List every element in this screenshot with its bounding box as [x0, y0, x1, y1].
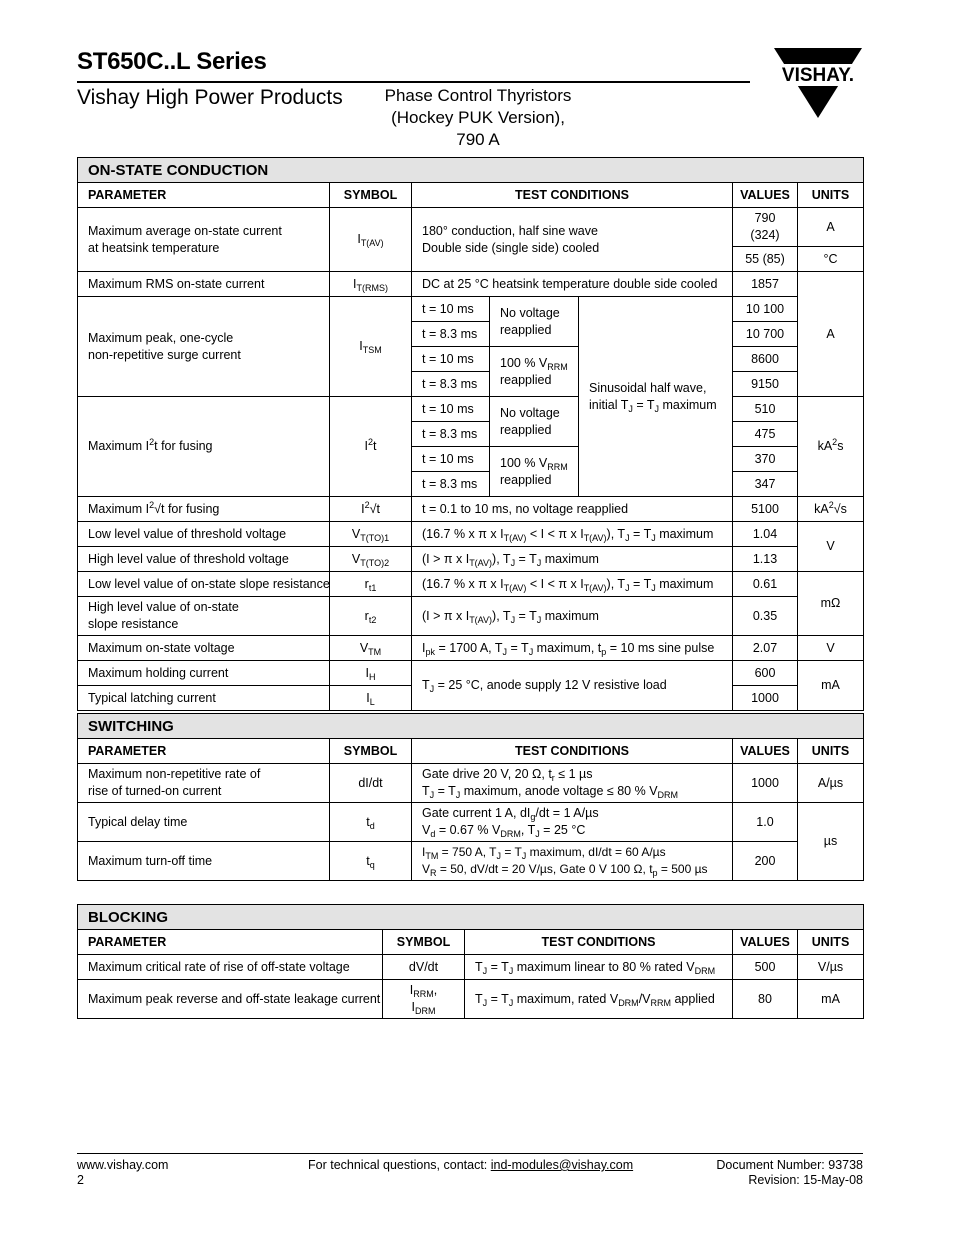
product-line-1: Phase Control Thyristors — [384, 86, 572, 105]
symbol-i2t: $I^2t$ — [330, 397, 412, 497]
table-row — [78, 297, 864, 322]
cond-vto2: (I > π x $I_{T(AV)}$), $T_J = T_J$ maximum — [412, 547, 733, 572]
table-row — [78, 764, 864, 803]
product-line-3: 790 A — [456, 130, 500, 149]
cond-ih-il: $T_J = 25$ °C, anode supply 12 V resistive load — [412, 661, 733, 711]
table-row — [78, 497, 864, 522]
section-title: SWITCHING — [78, 714, 864, 739]
footer-contact — [308, 1158, 633, 1173]
value-leakage: 80 — [733, 980, 798, 1019]
unit-dvdt: V/µs — [798, 955, 864, 980]
contact-email-link[interactable]: ind-modules@vishay.com — [490, 1158, 634, 1172]
i2t-value-4: 347 — [733, 472, 798, 497]
value-tq: 200 — [733, 842, 798, 881]
i2t-time-4: t = 8.3 ms — [412, 472, 490, 497]
param-rt1: Low level value of on-state slope resistance — [78, 572, 330, 597]
symbol-vtm: $V_{TM}$ — [330, 636, 412, 661]
value-dvdt: 500 — [733, 955, 798, 980]
unit-vto: V — [798, 522, 864, 572]
cond-it-av: 180° conduction, half sine wave Double side (single side) cooled — [412, 208, 733, 272]
cond-i2sqrt: t = 0.1 to 10 ms, no voltage reapplied — [412, 497, 733, 522]
revision: Revision: 15-May-08 — [748, 1173, 863, 1187]
unit-ih-il: mA — [798, 661, 864, 711]
param-vto1: Low level value of threshold voltage — [78, 522, 330, 547]
header-symbol: SYMBOL — [330, 183, 412, 208]
unit-itsm: A — [798, 272, 864, 397]
on-state-conduction-table — [77, 157, 864, 711]
blocking-table — [77, 904, 864, 1019]
param-vtm: Maximum on-state voltage — [78, 636, 330, 661]
symbol-i2sqrt: $I^2√t$ — [330, 497, 412, 522]
page-number: 2 — [77, 1173, 84, 1187]
symbol-it-av: $I_{T(AV)}$ — [330, 208, 412, 272]
product-line-2: (Hockey PUK Version), — [391, 108, 565, 127]
document-number: Document Number: 93738 — [716, 1158, 863, 1172]
itsm-time-3: t = 10 ms — [412, 347, 490, 372]
param-il: Typical latching current — [78, 686, 330, 711]
value-ih: 600 — [733, 661, 798, 686]
table-row — [78, 661, 864, 686]
itsm-value-3: 8600 — [733, 347, 798, 372]
symbol-ih: $I_H$ — [330, 661, 412, 686]
document-subtitle: Vishay High Power Products — [77, 86, 343, 109]
param-i2sqrt: Maximum $I^2√t$ for fusing — [78, 497, 330, 522]
unit-td-tq: µs — [798, 803, 864, 881]
value-vtm: 2.07 — [733, 636, 798, 661]
table-row — [78, 955, 864, 980]
itsm-value-1: 10 100 — [733, 297, 798, 322]
footer-website[interactable]: www.vishay.com — [77, 1158, 169, 1172]
param-leakage: Maximum peak reverse and off-state leakage current — [78, 980, 383, 1019]
cond-rt1: (16.7 % x π x $I_{T(AV)} < I < \pi$ x $I_{T(AV)}$), $T_J = T_J$ maximum — [412, 572, 733, 597]
symbol-leakage: $I_{RRM}$, $I_{DRM}$ — [383, 980, 465, 1019]
param-tq: Maximum turn-off time — [78, 842, 330, 881]
header-values: VALUES — [733, 183, 798, 208]
param-rt2: High level value of on-state slope resistance — [78, 597, 330, 636]
unit-vtm: V — [798, 636, 864, 661]
value-td: 1.0 — [733, 803, 798, 842]
cond-tq: $I_{TM} = 750$ A, $T_J = T_J$ maximum, dI/dt = 60 A/µs $V_R = 50$, dV/dt = 20 V/µs, Gate 0 V 100 Ω, $t_p = 500$ µs — [412, 842, 733, 881]
unit-leakage: mA — [798, 980, 864, 1019]
unit-i2sqrt: $kA^2√s$ — [798, 497, 864, 522]
symbol-tq: $t_q$ — [330, 842, 412, 881]
header-test-conditions: TEST CONDITIONS — [412, 183, 733, 208]
i2t-time-1: t = 10 ms — [412, 397, 490, 422]
symbol-rt2: $r_{t2}$ — [330, 597, 412, 636]
unit-i2t: $kA^2s$ — [798, 397, 864, 497]
header-units: UNITS — [798, 930, 864, 955]
header-values: VALUES — [733, 739, 798, 764]
i2t-percent-voltage: 100 % $V_{RRM}$ reapplied — [490, 447, 579, 497]
symbol-vto2: $V_{T(TO)2}$ — [330, 547, 412, 572]
unit-rt: mΩ — [798, 572, 864, 636]
header-units: UNITS — [798, 183, 864, 208]
value-i2sqrt: 5100 — [733, 497, 798, 522]
symbol-it-rms: $I_{T(RMS)}$ — [330, 272, 412, 297]
table-row — [78, 547, 864, 572]
table-row — [78, 572, 864, 597]
symbol-itsm: $I_{TSM}$ — [330, 297, 412, 397]
cond-it-rms: DC at 25 °C heatsink temperature double side cooled — [412, 272, 733, 297]
param-dvdt: Maximum critical rate of rise of off-state voltage — [78, 955, 383, 980]
sinusoidal-condition: Sinusoidal half wave, initial $T_J = T_J$ maximum — [579, 297, 733, 497]
itsm-value-2: 10 700 — [733, 322, 798, 347]
value-vto2: 1.13 — [733, 547, 798, 572]
header-test-conditions: TEST CONDITIONS — [412, 739, 733, 764]
param-didt: Maximum non-repetitive rate of rise of turned-on current — [78, 764, 330, 803]
i2t-value-3: 370 — [733, 447, 798, 472]
section-title: ON-STATE CONDUCTION — [78, 158, 864, 183]
table-row — [78, 980, 864, 1019]
logo-text: VISHAY. — [781, 65, 855, 86]
footer-rule — [77, 1153, 863, 1154]
itsm-time-4: t = 8.3 ms — [412, 372, 490, 397]
symbol-dvdt: dV/dt — [383, 955, 465, 980]
cond-leakage: $T_J = T_J$ maximum, rated $V_{DRM}/V_{RRM}$ applied — [465, 980, 733, 1019]
header-test-conditions: TEST CONDITIONS — [465, 930, 733, 955]
table-row — [78, 803, 864, 842]
table-row — [78, 522, 864, 547]
value-heatsink-temp: 55 (85) — [733, 247, 798, 272]
header-values: VALUES — [733, 930, 798, 955]
table-row — [78, 272, 864, 297]
header-parameter: PARAMETER — [78, 739, 330, 764]
symbol-didt: dI/dt — [330, 764, 412, 803]
unit-heatsink-temp: °C — [798, 247, 864, 272]
i2t-no-voltage: No voltage reapplied — [490, 397, 579, 447]
table-row — [78, 597, 864, 636]
itsm-time-2: t = 8.3 ms — [412, 322, 490, 347]
param-td: Typical delay time — [78, 803, 330, 842]
header-symbol: SYMBOL — [383, 930, 465, 955]
switching-table — [77, 713, 864, 881]
i2t-time-2: t = 8.3 ms — [412, 422, 490, 447]
unit-it-av: A — [798, 208, 864, 247]
header-units: UNITS — [798, 739, 864, 764]
cond-didt: Gate drive 20 V, 20 Ω, $t_r \le 1$ µs $T_J = T_J$ maximum, anode voltage ≤ 80 % $V_{DRM}$ — [412, 764, 733, 803]
contact-prefix: For technical questions, contact: — [308, 1158, 491, 1172]
product-description — [360, 85, 596, 151]
cond-dvdt: $T_J = T_J$ maximum linear to 80 % rated $V_{DRM}$ — [465, 955, 733, 980]
param-itsm: Maximum peak, one-cycle non-repetitive surge current — [78, 297, 330, 397]
document-title: ST650C..L Series — [77, 48, 267, 75]
header-parameter: PARAMETER — [78, 930, 383, 955]
param-ih: Maximum holding current — [78, 661, 330, 686]
cond-td: Gate current 1 A, $dI_g/dt = 1$ A/µs $V_d = 0.67$ % $V_{DRM}$, $T_J = 25$ °C — [412, 803, 733, 842]
i2t-value-2: 475 — [733, 422, 798, 447]
footer-right — [716, 1158, 863, 1188]
itsm-value-4: 9150 — [733, 372, 798, 397]
cond-rt2: (I > π x $I_{T(AV)}$), $T_J = T_J$ maximum — [412, 597, 733, 636]
itsm-percent-voltage: 100 % $V_{RRM}$ reapplied — [490, 347, 579, 397]
value-vto1: 1.04 — [733, 522, 798, 547]
cond-vto1: (16.7 % x π x $I_{T(AV)} < I < \pi$ x $I_{T(AV)}$), $T_J = T_J$ maximum — [412, 522, 733, 547]
symbol-il: $I_L$ — [330, 686, 412, 711]
unit-didt: A/µs — [798, 764, 864, 803]
itsm-no-voltage: No voltage reapplied — [490, 297, 579, 347]
footer-left — [77, 1158, 168, 1188]
value-didt: 1000 — [733, 764, 798, 803]
itsm-time-1: t = 10 ms — [412, 297, 490, 322]
section-title: BLOCKING — [78, 905, 864, 930]
table-row — [78, 397, 864, 422]
param-vto2: High level value of threshold voltage — [78, 547, 330, 572]
header-symbol: SYMBOL — [330, 739, 412, 764]
header-rule — [77, 81, 750, 83]
cond-vtm: $I_{pk} = 1700$ A, $T_J = T_J$ maximum, $t_p = 10$ ms sine pulse — [412, 636, 733, 661]
symbol-rt1: $r_{t1}$ — [330, 572, 412, 597]
value-it-rms: 1857 — [733, 272, 798, 297]
symbol-vto1: $V_{T(TO)1}$ — [330, 522, 412, 547]
value-rt2: 0.35 — [733, 597, 798, 636]
vishay-logo — [770, 44, 866, 120]
param-i2t: Maximum $I^2t$ for fusing — [78, 397, 330, 497]
value-il: 1000 — [733, 686, 798, 711]
i2t-value-1: 510 — [733, 397, 798, 422]
table-row — [78, 842, 864, 881]
param-it-av: Maximum average on-state current at heatsink temperature — [78, 208, 330, 272]
i2t-time-3: t = 10 ms — [412, 447, 490, 472]
value-it-av: 790 (324) — [733, 208, 798, 247]
header-parameter: PARAMETER — [78, 183, 330, 208]
value-rt1: 0.61 — [733, 572, 798, 597]
param-it-rms: Maximum RMS on-state current — [78, 272, 330, 297]
table-row — [78, 636, 864, 661]
symbol-td: $t_d$ — [330, 803, 412, 842]
table-row — [78, 208, 864, 247]
